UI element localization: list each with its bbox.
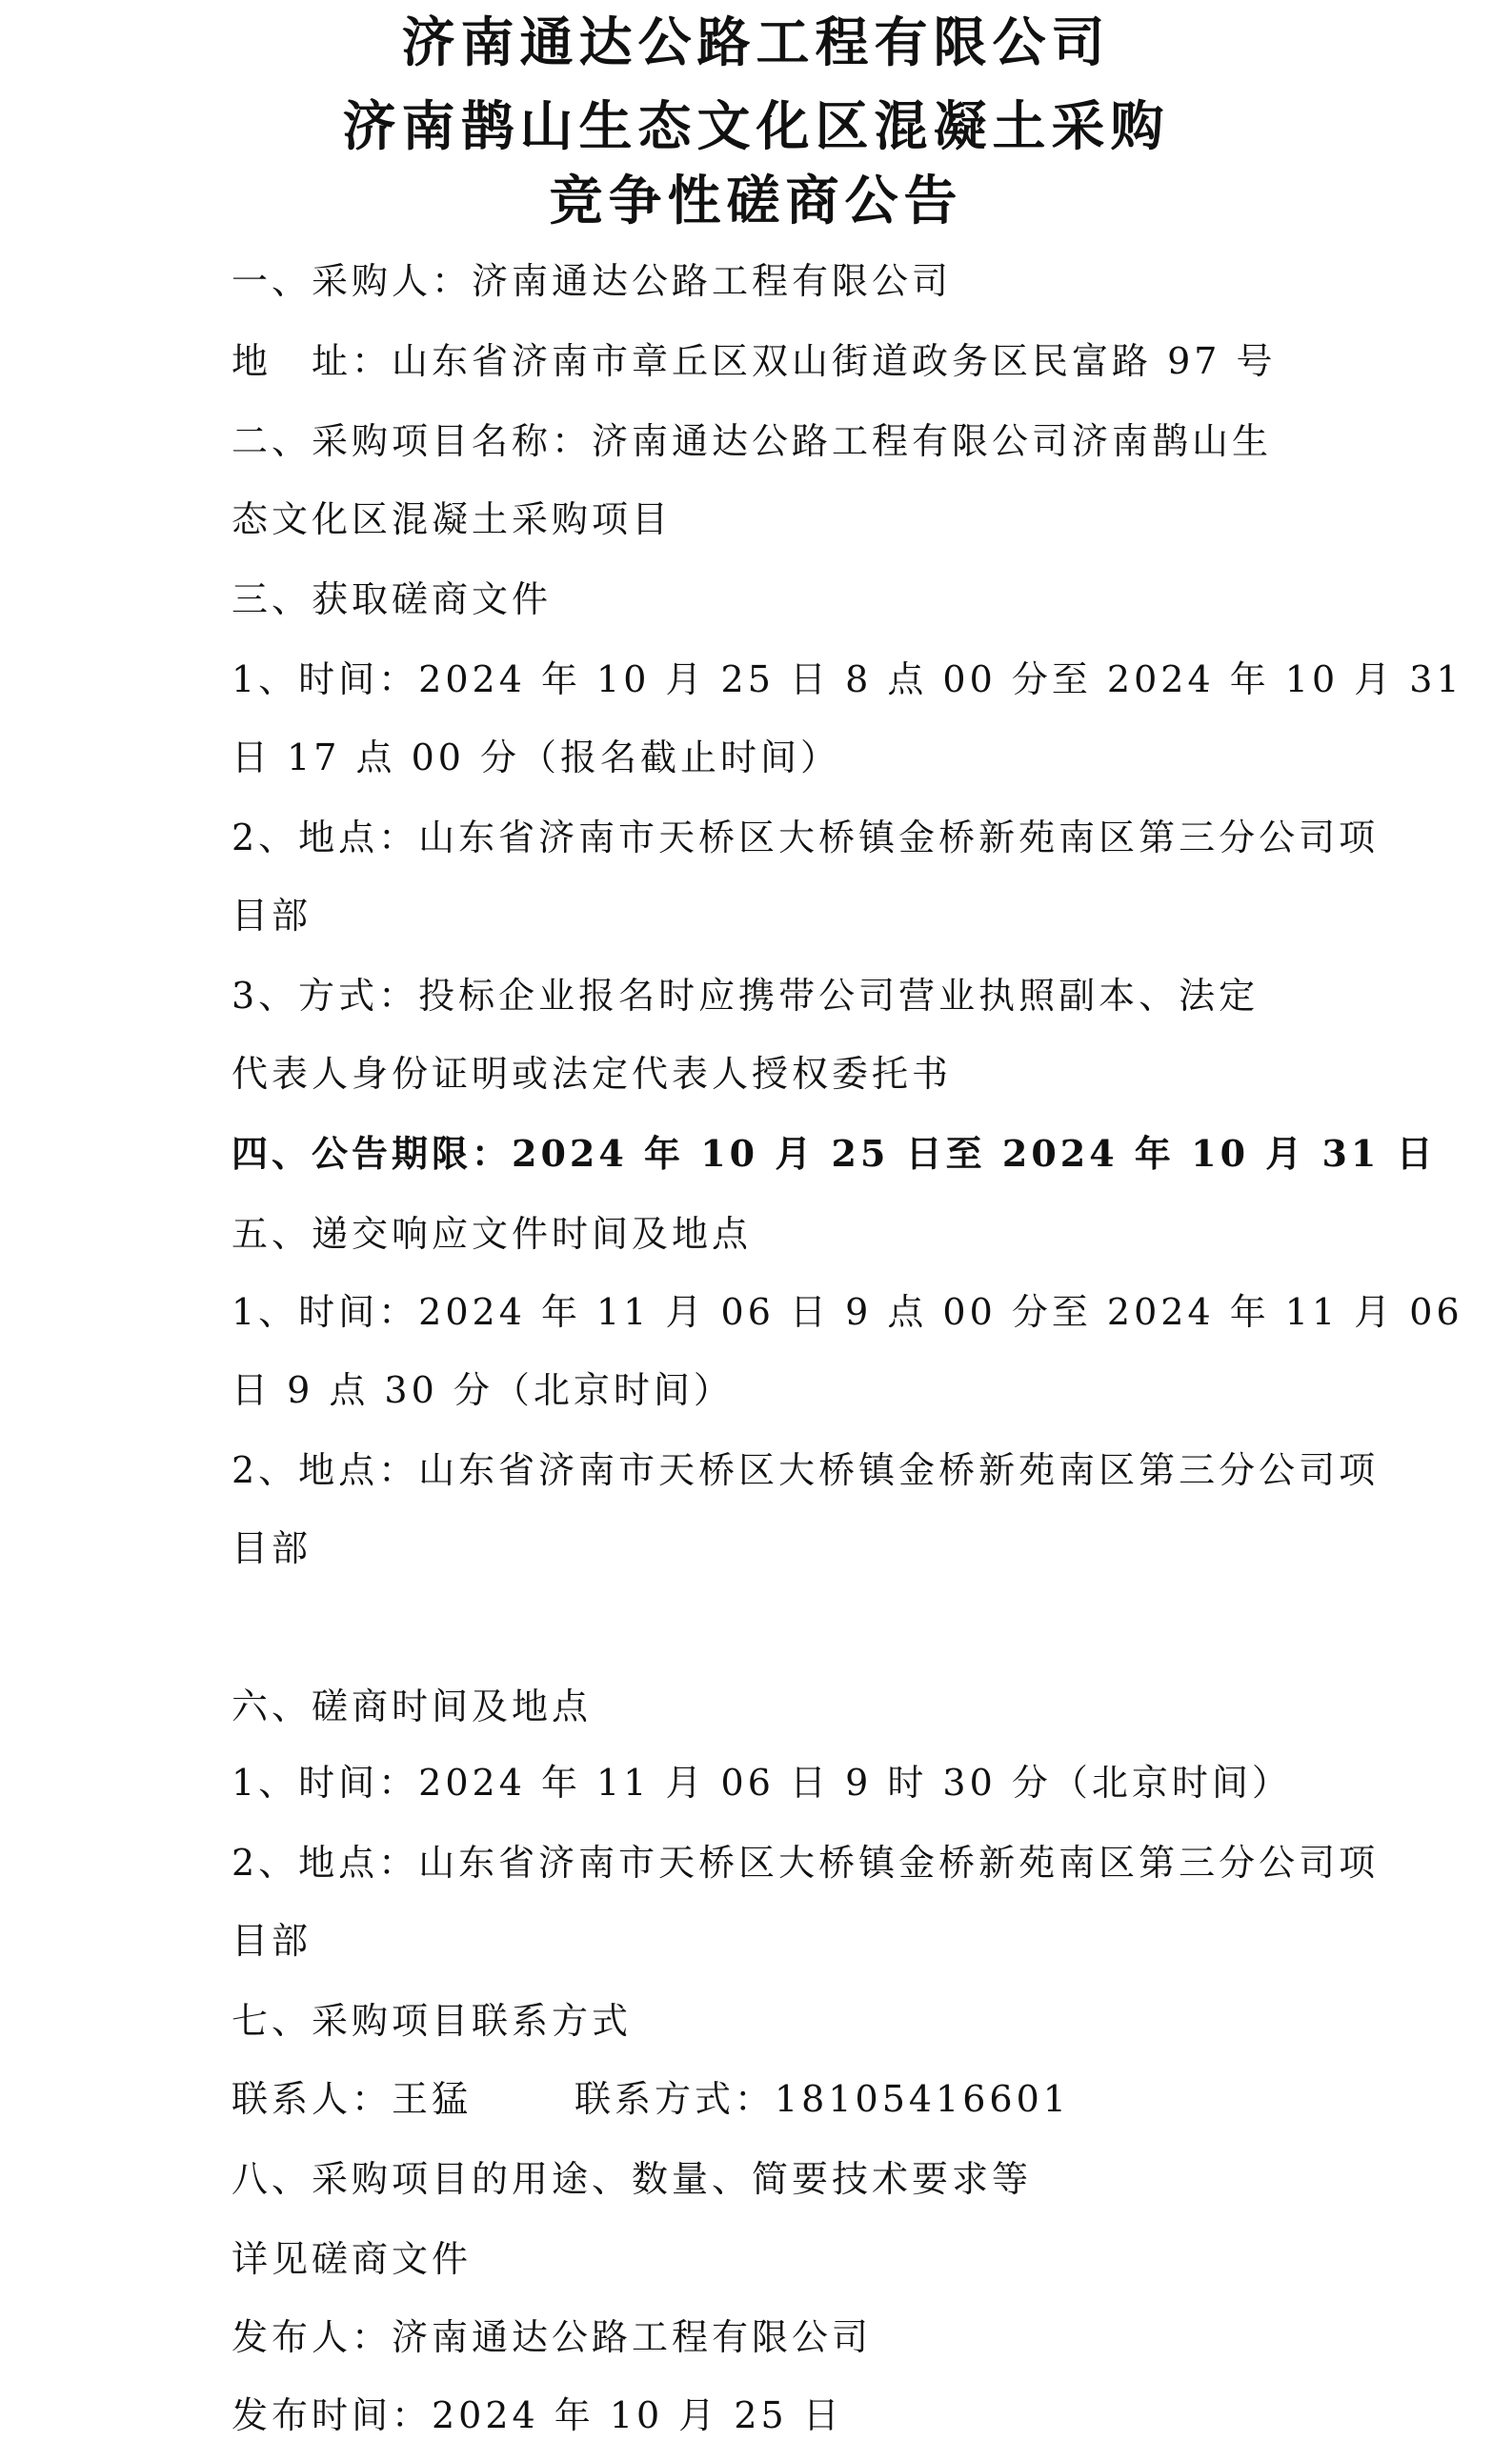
project-name-label: 二、采购项目名称：	[232, 420, 593, 462]
s3-method-line-a: 3、方式：投标企业报名时应携带公司营业执照副本、法定	[232, 975, 1260, 1017]
s6-place-line-b: 目部	[232, 1920, 312, 1962]
contact-person: 联系人：王猛	[232, 2078, 473, 2120]
section-8-heading: 八、采购项目的用途、数量、简要技术要求等	[232, 2158, 1033, 2200]
s5-place-line-a: 2、地点：山东省济南市天桥区大桥镇金桥新苑南区第三分公司项	[232, 1449, 1380, 1491]
publisher-line: 发布人：济南通达公路工程有限公司	[232, 2316, 873, 2358]
s3-method-line-b: 代表人身份证明或法定代表人授权委托书	[232, 1053, 953, 1095]
address-label: 地 址：	[232, 340, 393, 382]
s3-time-line-b: 日 17 点 00 分（报名截止时间）	[232, 737, 841, 778]
contact-phone: 联系方式：18105416601	[575, 2078, 1070, 2120]
s3-place-line-a: 2、地点：山东省济南市天桥区大桥镇金桥新苑南区第三分公司项	[232, 817, 1380, 858]
s5-time-line-b: 日 9 点 30 分（北京时间）	[232, 1369, 734, 1411]
s5-place-line-b: 目部	[232, 1527, 312, 1569]
section-7-heading: 七、采购项目联系方式	[232, 2000, 633, 2042]
purchaser-line	[232, 257, 952, 305]
section-6-heading: 六、磋商时间及地点	[232, 1685, 593, 1727]
address-line	[232, 337, 1277, 385]
section-5-heading: 五、递交响应文件时间及地点	[232, 1213, 753, 1255]
s6-time-line: 1、时间：2024 年 11 月 06 日 9 时 30 分（北京时间）	[232, 1762, 1292, 1804]
s6-place-line-a: 2、地点：山东省济南市天桥区大桥镇金桥新苑南区第三分公司项	[232, 1842, 1380, 1884]
s5-time-line-a: 1、时间：2024 年 11 月 06 日 9 点 00 分至 2024 年 11 月 06	[232, 1291, 1463, 1333]
section-3-heading: 三、获取磋商文件	[232, 578, 553, 620]
purchaser-value: 济南通达公路工程有限公司	[472, 260, 953, 302]
address-value: 山东省济南市章丘区双山街道政务区民富路 97 号	[392, 340, 1277, 382]
title-line-3: 竞争性磋商公告	[549, 170, 963, 232]
project-name-value-a: 济南通达公路工程有限公司济南鹊山生	[592, 420, 1273, 462]
title-line-1: 济南通达公路工程有限公司	[401, 11, 1111, 74]
project-name-line	[232, 417, 1272, 465]
s3-time-line-a: 1、时间：2024 年 10 月 25 日 8 点 00 分至 2024 年 10 月 31	[232, 658, 1463, 700]
publish-time-line: 发布时间：2024 年 10 月 25 日	[232, 2394, 843, 2436]
section-8-value: 详见磋商文件	[232, 2238, 473, 2280]
title-line-2: 济南鹊山生态文化区混凝土采购	[342, 95, 1170, 158]
section-4-announcement-period: 四、公告期限：2024 年 10 月 25 日至 2024 年 10 月 31 日	[232, 1132, 1437, 1175]
s3-place-line-b: 目部	[232, 895, 312, 937]
project-name-value-b: 态文化区混凝土采购项目	[232, 498, 673, 540]
purchaser-label: 一、采购人：	[232, 260, 473, 302]
